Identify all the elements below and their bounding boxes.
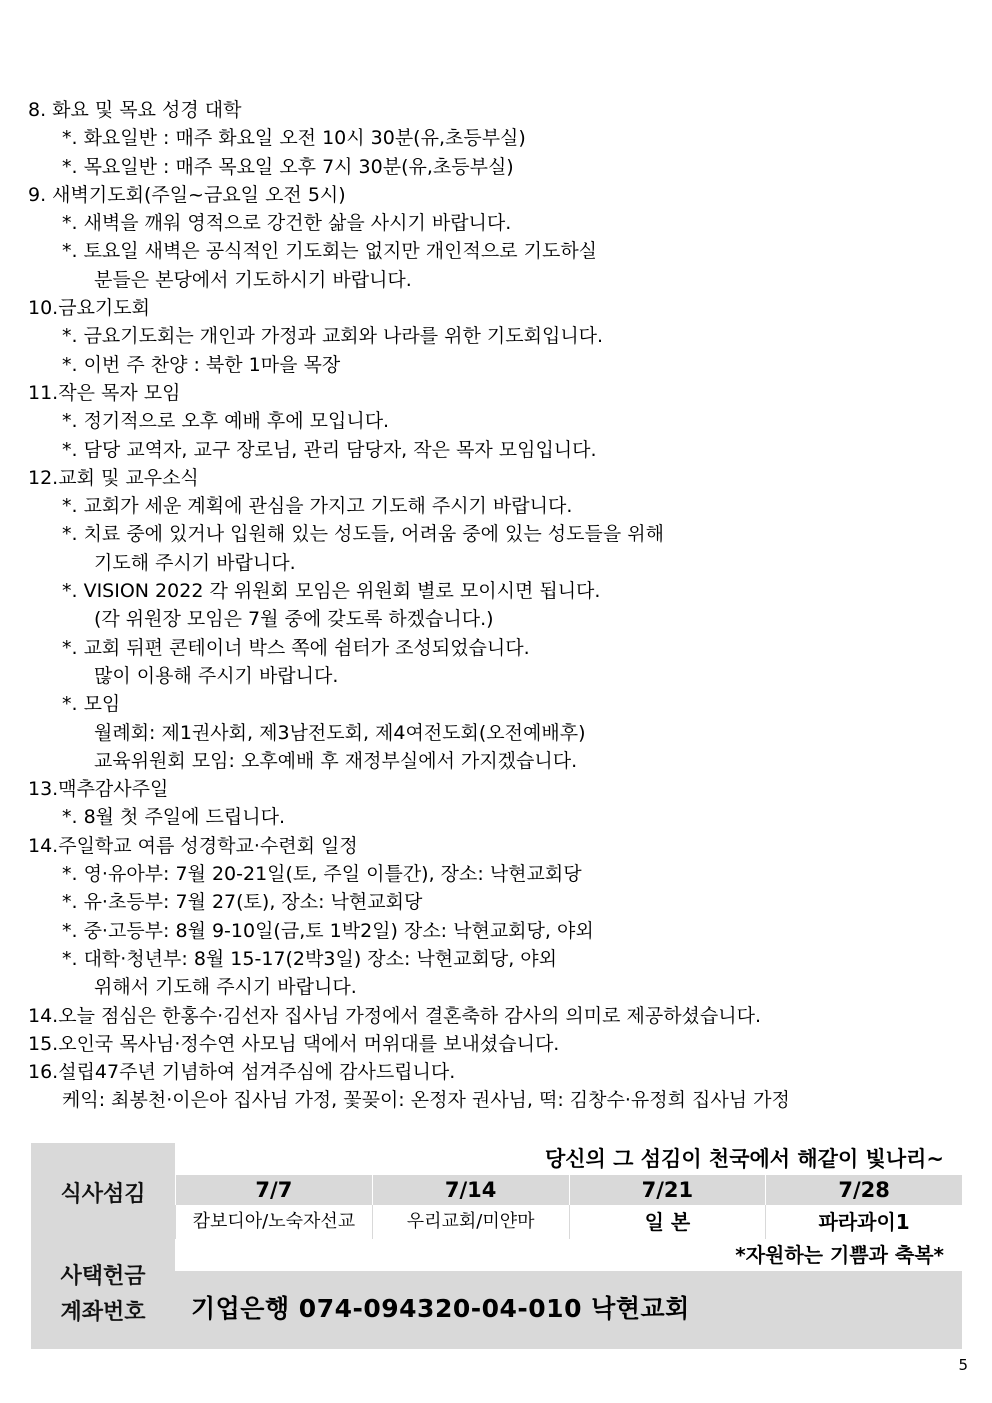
announcement-item: *. VISION 2022 각 위원회 모임은 위원회 별로 모이시면 됩니다.: [62, 580, 601, 603]
service-place: 우리교회/미얀마: [372, 1205, 569, 1239]
announcement-item: 위해서 기도해 주시기 바랍니다.: [94, 976, 357, 999]
service-date: 7/14: [372, 1175, 569, 1205]
service-place: 캄보디아/노숙자선교: [175, 1205, 372, 1239]
account-label: 계좌번호: [60, 1300, 146, 1325]
announcement-heading: 14.오늘 점심은 한홍수·김선자 집사님 가정에서 결혼축하 감사의 의미로 제공하셨습니다.: [28, 1004, 762, 1027]
bank-account: 기업은행 074-094320-04-010 낙현교회: [191, 1294, 690, 1323]
joy-text: *자원하는 기쁨과 축복*: [175, 1239, 962, 1271]
announcement-item: *. 8월 첫 주일에 드립니다.: [62, 806, 286, 829]
page-number: 5: [958, 1356, 968, 1374]
announcement-heading: 15.오인국 목사님·정수연 사모님 댁에서 머위대를 보내셨습니다.: [28, 1032, 560, 1055]
service-date: 7/7: [175, 1175, 372, 1205]
announcement-item: *. 중·고등부: 8월 9-10일(금,토 1박2일) 장소: 낙현교회당, 야외: [62, 919, 594, 942]
announcement-item: *. 새벽을 깨워 영적으로 강건한 삶을 사시기 바랍니다.: [62, 212, 512, 235]
service-date: 7/28: [765, 1175, 962, 1205]
announcement-item: *. 유·초등부: 7월 27(토), 장소: 낙현교회당: [62, 891, 423, 914]
slogan: 당신의 그 섬김이 천국에서 해같이 빛나리~: [175, 1143, 962, 1175]
announcement-item: *. 교회 뒤편 콘테이너 박스 쪽에 쉼터가 조성되었습니다.: [62, 636, 530, 659]
announcement-item: *. 영·유아부: 7월 20-21일(토, 주일 이틀간), 장소: 낙현교회당: [62, 863, 582, 886]
announcement-item: 많이 이용해 주시기 바랍니다.: [94, 664, 339, 687]
announcement-heading: 9. 새벽기도회(주일~금요일 오전 5시): [28, 183, 346, 206]
announcement-heading: 16.설립47주년 기념하여 섬겨주심에 감사드립니다.: [28, 1061, 456, 1084]
announcement-heading: 12.교회 및 교우소식: [28, 466, 199, 489]
announcement-item: *. 이번 주 찬양 : 북한 1마을 목장: [62, 353, 341, 376]
announcement-item: *. 대학·청년부: 8월 15-17(2박3일) 장소: 낙현교회당, 야외: [62, 947, 557, 970]
announcement-item: *. 모임: [62, 693, 121, 716]
service-place: 일 본: [569, 1205, 766, 1239]
announcement-heading: 14.주일학교 여름 성경학교·수련회 일정: [28, 834, 358, 857]
announcement-item: 케익: 최봉천·이은아 집사님 가정, 꽃꽂이: 온정자 권사님, 떡: 김창수·유정희 집사님 가정: [62, 1089, 790, 1112]
announcement-item: *. 화요일반 : 매주 화요일 오전 10시 30분(유,초등부실): [62, 127, 526, 150]
announcement-item: 기도해 주시기 바랍니다.: [94, 551, 296, 574]
announcement-item: *. 토요일 새벽은 공식적인 기도회는 없지만 개인적으로 기도하실: [62, 240, 598, 263]
announcement-item: *. 정기적으로 오후 예배 후에 모입니다.: [62, 410, 390, 433]
announcement-heading: 11.작은 목자 모임: [28, 381, 181, 404]
service-dates-row: [175, 1175, 962, 1205]
announcement-heading: 8. 화요 및 목요 성경 대학: [28, 99, 242, 121]
announcement-item: (각 위원장 모임은 7월 중에 갖도록 하겠습니다.): [94, 608, 494, 631]
service-place: 파라과이1: [765, 1205, 962, 1239]
announcement-item: *. 교회가 세운 계획에 관심을 가지고 기도해 주시기 바랍니다.: [62, 495, 573, 518]
announcement-item: *. 담당 교역자, 교구 장로님, 관리 담당자, 작은 목자 모임입니다.: [62, 438, 597, 461]
service-date: 7/21: [569, 1175, 766, 1205]
announcement-heading: 10.금요기도회: [28, 297, 150, 320]
announcement-item: *. 치료 중에 있거나 입원해 있는 성도들, 어려움 중에 있는 성도들을 위해: [62, 523, 664, 546]
announcement-item: 분들은 본당에서 기도하시기 바랍니다.: [94, 268, 412, 291]
service-box-content: [175, 1143, 962, 1349]
announcement-item: 교육위원회 모임: 오후예배 후 재정부실에서 가지겠습니다.: [94, 749, 578, 772]
offering-label: 사택헌금: [60, 1264, 146, 1289]
service-box-labels: [31, 1143, 175, 1349]
announcements-list: [28, 96, 978, 1115]
service-places-row: [175, 1205, 962, 1239]
meal-label: 식사섬김: [60, 1182, 146, 1207]
announcement-item: 월례회: 제1권사회, 제3남전도회, 제4여전도회(오전예배후): [94, 721, 586, 744]
service-box: [31, 1143, 962, 1349]
announcement-item: *. 금요기도회는 개인과 가정과 교회와 나라를 위한 기도회입니다.: [62, 325, 604, 348]
announcement-item: *. 목요일반 : 매주 목요일 오후 7시 30분(유,초등부실): [62, 155, 514, 178]
announcement-heading: 13.맥추감사주일: [28, 778, 169, 801]
